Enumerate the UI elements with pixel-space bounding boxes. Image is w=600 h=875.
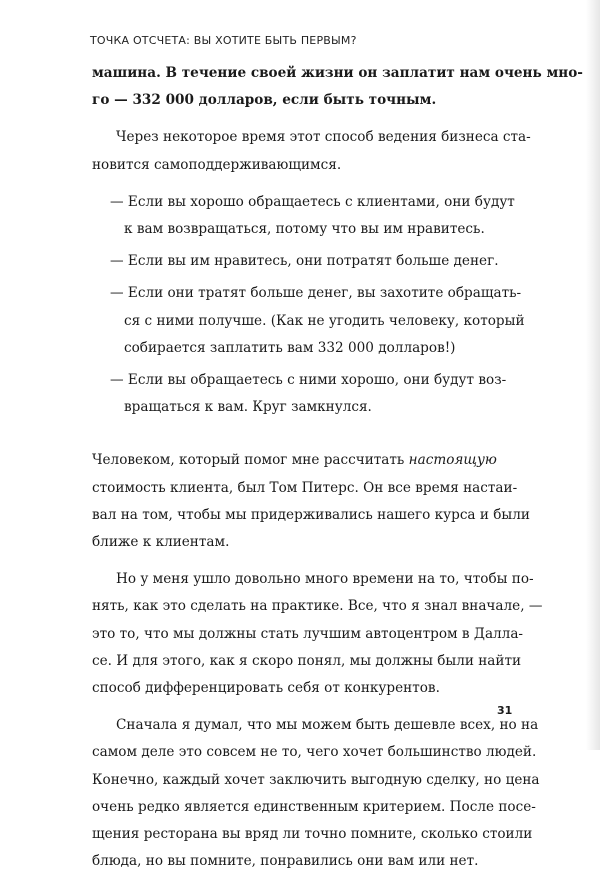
page-edge-shadow (586, 0, 600, 750)
paragraph-line: се. И для этого, как я скоро понял, мы должны были найти (92, 652, 522, 669)
body-text (92, 60, 583, 875)
paragraph-line: это то, что мы должны стать лучшим автоцентром в Далла- (92, 625, 524, 642)
bullet-line: вращаться к вам. Круг замкнулся. (124, 399, 372, 416)
bullet-line: — Если вы им нравитесь, они потратят больше денег. (110, 253, 499, 270)
bullet-line: к вам возвращаться, потому что вы им нравитесь. (124, 221, 485, 238)
paragraph-line: Но у меня ушло довольно много времени на то, чтобы по- (116, 571, 534, 588)
paragraph-line: новится самоподдерживающимся. (92, 156, 342, 173)
page-number: 31 (497, 704, 513, 717)
list-item (92, 280, 525, 362)
paragraph-line: блюда, но вы помните, понравились они вам или нет. (92, 853, 479, 870)
paragraph-line: Сначала я думал, что мы можем быть дешевле всех, но на (116, 717, 539, 734)
paragraph-line: способ дифференцировать себя от конкурентов. (92, 680, 440, 697)
bullet-list (92, 189, 525, 422)
bullet-line: собирается заплатить вам 332 000 долларов!) (124, 339, 456, 356)
paragraph-line: очень редко является единственным критерием. После посе- (92, 798, 536, 815)
bullet-line: — Если вы обращаетесь с ними хорошо, они будут воз- (110, 372, 507, 389)
paragraph-line (92, 447, 512, 474)
emphasis-text: настоящую (408, 452, 497, 469)
bullet-line: ся с ними получше. (Как не угодить человеку, который (124, 312, 525, 329)
paragraph-text: Человеком, который помог мне рассчитать (92, 452, 409, 469)
list-item (92, 367, 512, 421)
intro-line: го — 332 000 долларов, если быть точным. (92, 92, 437, 109)
bullet-line: — Если они тратят больше денег, вы захотите обращать- (110, 285, 522, 302)
paragraph-line: нять, как это сделать на практике. Все, что я знал вначале, — (92, 598, 543, 615)
list-item (92, 189, 515, 243)
paragraph-line: Конечно, каждый хочет заключить выгодную сделку, но цена (92, 771, 540, 788)
paragraph-line: самом деле это совсем не то, чего хочет большинство людей. (92, 744, 537, 761)
paragraph-line: вал на том, чтобы мы придерживались нашего курса и были (92, 506, 530, 523)
intro-line: машина. В течение своей жизни он заплатит нам очень мно- (92, 65, 583, 81)
paragraph-line: Через некоторое время этот способ ведения бизнеса ста- (116, 129, 531, 146)
paragraph-line: щения ресторана вы вряд ли точно помните, сколько стоили (92, 826, 533, 843)
running-header: ТОЧКА ОТСЧЕТА: ВЫ ХОТИТЕ БЫТЬ ПЕРВЫМ? (90, 34, 357, 47)
bullet-line: — Если вы хорошо обращаетесь с клиентами, они будут (110, 193, 515, 210)
list-item (92, 248, 512, 275)
paragraph-line: стоимость клиента, был Том Питерс. Он все время настаи- (92, 479, 518, 496)
paragraph-line: ближе к клиентам. (92, 534, 230, 551)
